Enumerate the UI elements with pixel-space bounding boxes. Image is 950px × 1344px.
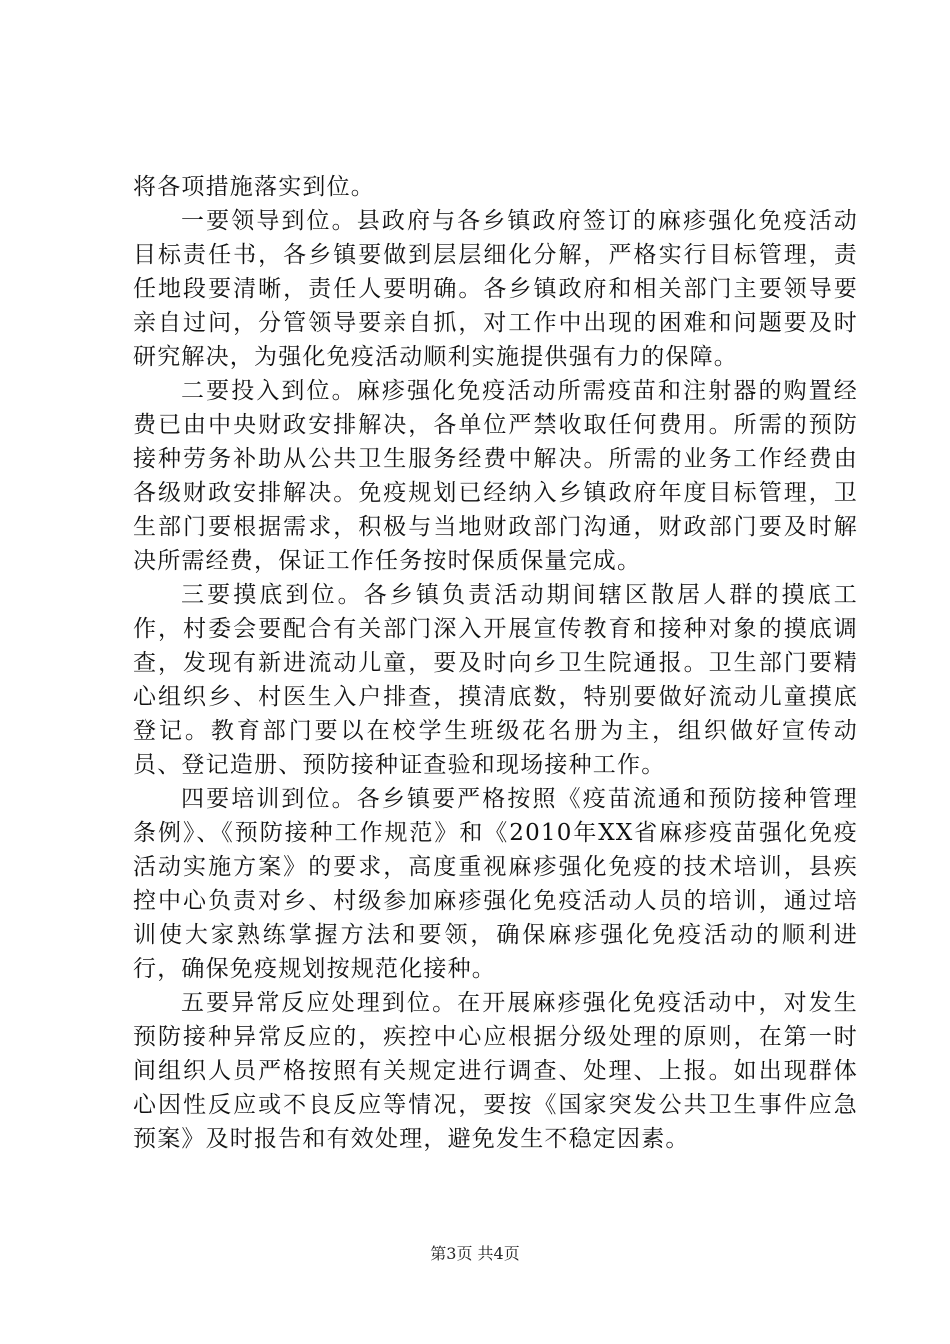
page-number: 第3页 (430, 1244, 473, 1263)
paragraph-funding: 二要投入到位。麻疹强化免疫活动所需疫苗和注射器的购置经费已由中央财政安排解决，各单位严禁收取任何费用。所需的预防接种劳务补助从公共卫生服务经费中解决。所需的业务工作经费由各级财政安排解决。免疫规划已经纳入乡镇政府年度目标管理，卫生部门要根据需求，积极与当地财政部门沟通，财政部门要及时解决所需经费，保证工作任务按时保质保量完成。 (133, 378, 858, 574)
paragraph-survey: 三要摸底到位。各乡镇负责活动期间辖区散居人群的摸底工作，村委会要配合有关部门深入开展宣传教育和接种对象的摸底调查，发现有新进流动儿童，要及时向乡卫生院通报。卫生部门要精心组织乡、村医生入户排查，摸清底数，特别要做好流动儿童摸底登记。教育部门要以在校学生班级花名册为主，组织做好宣传动员、登记造册、预防接种证查验和现场接种工作。 (133, 582, 858, 778)
page-total: 共4页 (477, 1244, 520, 1263)
paragraph-adverse-reaction: 五要异常反应处理到位。在开展麻疹强化免疫活动中，对发生预防接种异常反应的，疾控中心应根据分级处理的原则，在第一时间组织人员严格按照有关规定进行调查、处理、上报。如出现群体心因性反应或不良反应等情况，要按《国家突发公共卫生事件应急预案》及时报告和有效处理，避免发生不稳定因素。 (133, 990, 858, 1152)
page-footer (0, 1243, 950, 1265)
paragraph-continuation: 将各项措施落实到位。 (133, 174, 375, 200)
paragraph-leadership: 一要领导到位。县政府与各乡镇政府签订的麻疹强化免疫活动目标责任书，各乡镇要做到层层细化分解，严格实行目标管理，责任地段要清晰，责任人要明确。各乡镇政府和相关部门主要领导要亲自过问，分管领导要亲自抓，对工作中出现的困难和问题要及时研究解决，为强化免疫活动顺利实施提供强有力的保障。 (133, 208, 858, 370)
paragraph-training: 四要培训到位。各乡镇要严格按照《疫苗流通和预防接种管理条例》、《预防接种工作规范》和《2010年XX省麻疹疫苗强化免疫活动实施方案》的要求，高度重视麻疹强化免疫的技术培训，县疾控中心负责对乡、村级参加麻疹强化免疫活动人员的培训，通过培训使大家熟练掌握方法和要领，确保麻疹强化免疫活动的顺利进行，确保免疫规划按规范化接种。 (133, 786, 858, 982)
document-body (133, 170, 858, 1156)
